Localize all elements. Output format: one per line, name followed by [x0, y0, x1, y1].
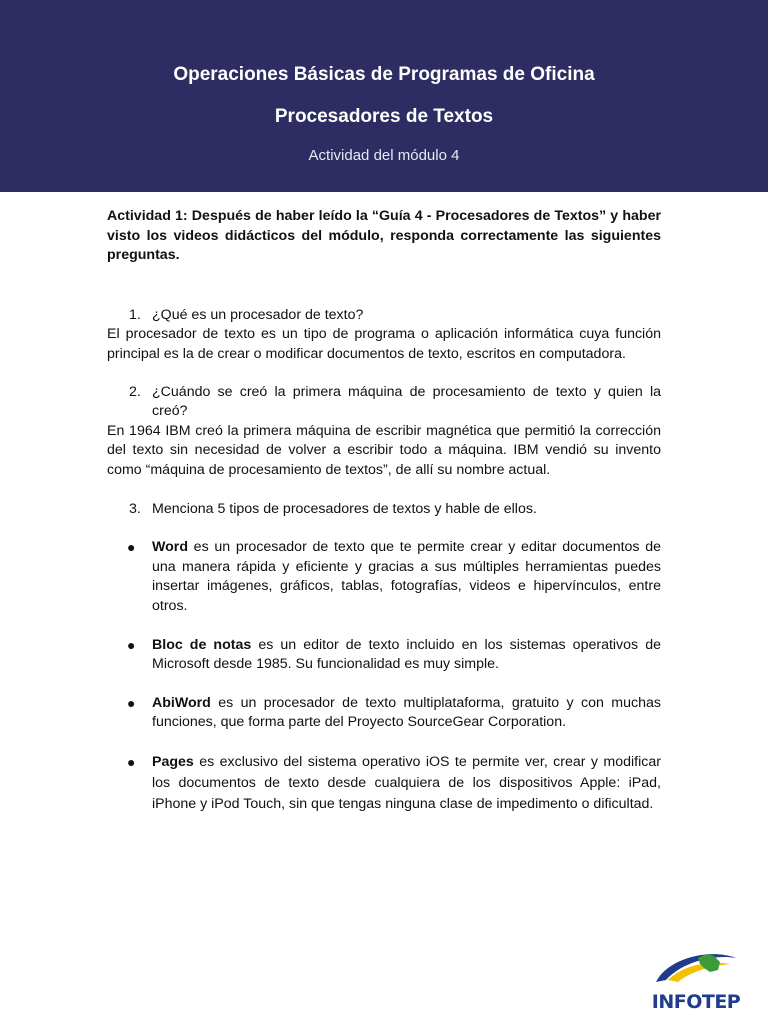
bullet-item-word [107, 538, 661, 616]
document-body [107, 207, 661, 815]
infotep-logo [648, 946, 744, 1016]
bullet-description: es exclusivo del sistema operativo iOS te permite ver, crear y modificar los documentos de texto desde cualquiera de los dispositivos Apple: iPad, iPhone y iPod Touch, sin que tengas ninguna clase de impedimento o dificultad. [152, 753, 661, 812]
question-3 [107, 500, 661, 520]
question-text: ¿Cuándo se creó la primera máquina de procesamiento de texto y quien la creó? [152, 383, 661, 420]
bullet-term: Word [152, 539, 188, 556]
bullet-item-bloc-de-notas [107, 636, 661, 675]
document-subtitle: Procesadores de Textos [274, 106, 494, 127]
bullet-item-pages [107, 752, 661, 815]
bullet-dot-icon: ● [127, 694, 136, 711]
question-1 [107, 306, 661, 326]
question-number: 2. [129, 383, 141, 400]
bullet-term: AbiWord [152, 694, 211, 711]
bullet-description: es un procesador de texto que te permite crear y editar documentos de una manera rápida y eficiente y gracias a sus múltiples herramientas puedes insertar imágenes, gráficos, tablas, fotografías, videos e hipervínculos, entre otros. [152, 539, 661, 614]
question-text: Menciona 5 tipos de procesadores de textos y hable de ellos. [152, 500, 537, 517]
question-text: ¿Qué es un procesador de texto? [152, 306, 364, 323]
bullet-term: Pages [152, 753, 194, 770]
bullet-dot-icon: ● [127, 753, 136, 770]
question-2 [107, 383, 661, 422]
bullet-dot-icon: ● [127, 636, 136, 653]
infotep-emblem-icon [648, 946, 744, 994]
bullet-dot-icon: ● [127, 539, 136, 556]
question-number: 3. [129, 500, 141, 517]
bullet-description: es un editor de texto incluido en los sistemas operativos de Microsoft desde 1985. Su funcionalidad es muy simple. [152, 636, 661, 673]
document-title: Operaciones Básicas de Programas de Oficina [173, 64, 595, 85]
answer-1: El procesador de texto es un tipo de programa o aplicación informática cuya función principal es la de crear o modificar documentos de texto, escritos en computadora. [107, 326, 661, 362]
bullet-term: Bloc de notas [152, 636, 252, 653]
logo-text: INFOTEP [651, 991, 741, 1013]
bullet-description: es un procesador de texto multiplataforma, gratuito y con muchas funciones, que forma parte del Proyecto SourceGear Corporation. [152, 694, 661, 731]
question-number: 1. [129, 306, 141, 323]
answer-2: En 1964 IBM creó la primera máquina de escribir magnética que permitió la corrección del texto sin necesidad de volver a escribir todo a máquina. IBM vendió su invento como “máquina de procesamiento de textos”, de allí su nombre actual. [107, 422, 661, 478]
activity-instructions: Actividad 1: Después de haber leído la “Guía 4 - Procesadores de Textos” y haber visto los videos didácticos del módulo, responda correctamente las siguientes preguntas. [107, 208, 661, 264]
bullet-item-abiword [107, 694, 661, 733]
header-banner [0, 0, 768, 192]
activity-label: Actividad del módulo 4 [308, 147, 460, 164]
